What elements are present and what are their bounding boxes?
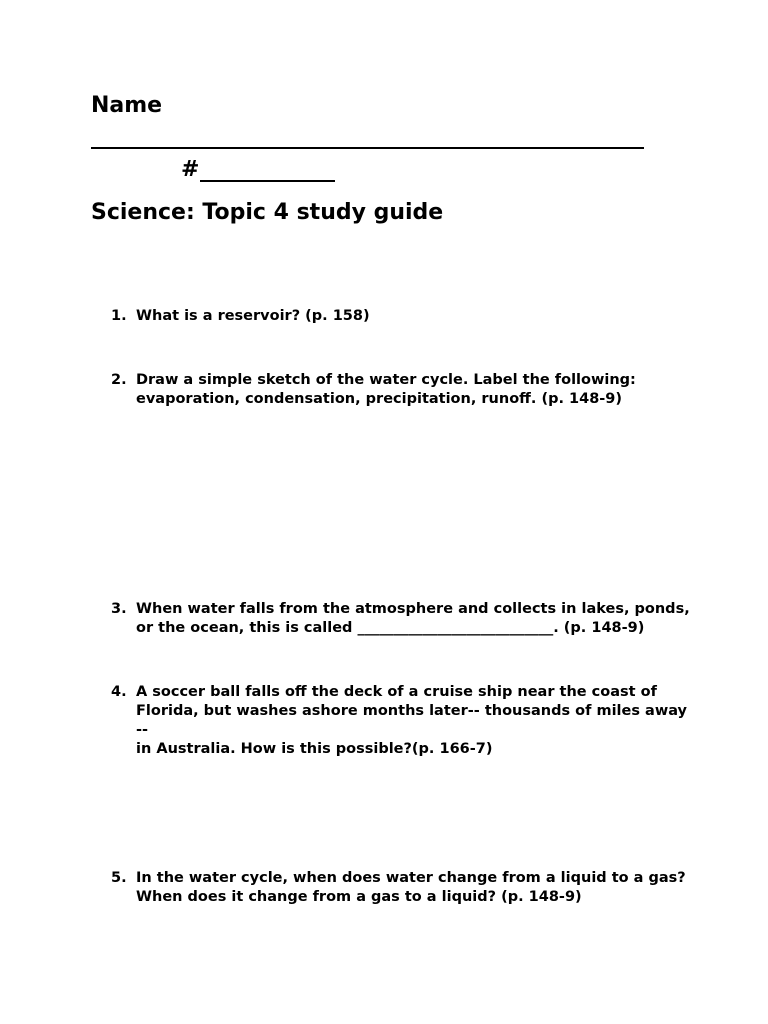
question-text: In the water cycle, when does water change from a liquid to a gas? When does it change from a gas to a liquid? (p. 148-9) (136, 870, 686, 905)
question-text: What is a reservoir? (p. 158) (136, 308, 370, 324)
question-number: 2. (111, 372, 127, 388)
name-blank-line (91, 147, 644, 149)
question-item (111, 371, 691, 409)
question-item (111, 683, 691, 759)
question-text: A soccer ball falls off the deck of a cruise ship near the coast of Florida, but washes ashore months later-- thousands of miles away -- in Australia. How is this possible?(p. 166-7) (136, 684, 688, 757)
question-number: 5. (111, 870, 127, 886)
page-title: Science: Topic 4 study guide (91, 200, 444, 225)
question-item (111, 869, 691, 907)
number-label: # (181, 157, 200, 182)
question-number: 1. (111, 308, 127, 324)
question-item (111, 600, 691, 638)
question-item (111, 307, 691, 326)
question-number: 4. (111, 684, 127, 700)
question-text: When water falls from the atmosphere and collects in lakes, ponds, or the ocean, this is called ___________________________. (p. 148-9) (136, 601, 690, 636)
name-label: Name (91, 93, 163, 118)
number-blank-line (200, 180, 335, 182)
question-number: 3. (111, 601, 127, 617)
question-text: Draw a simple sketch of the water cycle. Label the following: evaporation, condensation, precipitation, runoff. (p. 148-9) (136, 372, 636, 407)
